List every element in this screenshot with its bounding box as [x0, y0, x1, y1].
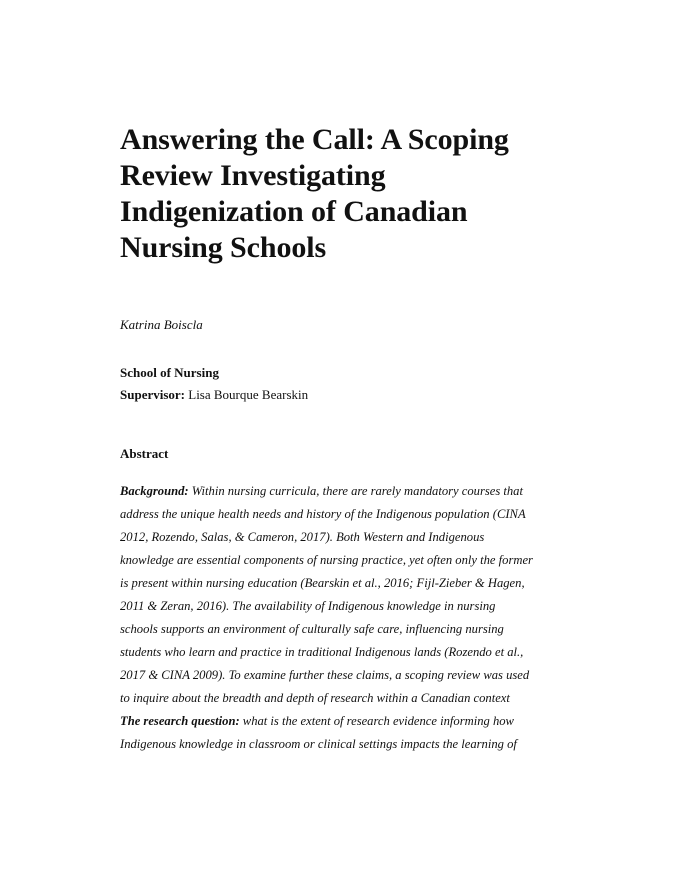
background-label: Background: — [120, 484, 189, 498]
abstract-line — [120, 480, 570, 503]
school-name: School of Nursing — [120, 365, 219, 380]
abstract-text: Within nursing curricula, there are rarely mandatory courses that — [188, 484, 523, 498]
title-line: Answering the Call: A Scoping — [120, 123, 509, 156]
affiliation-block — [120, 362, 308, 406]
supervisor-name: Lisa Bourque Bearskin — [185, 387, 309, 402]
abstract-line: students who learn and practice in traditional Indigenous lands (Rozendo et al., — [120, 645, 524, 659]
abstract-line — [120, 710, 570, 733]
abstract-heading: Abstract — [120, 446, 169, 461]
abstract-line: 2012, Rozendo, Salas, & Cameron, 2017). Both Western and Indigenous — [120, 530, 485, 544]
abstract-line: knowledge are essential components of nursing practice, yet often only the former — [120, 553, 533, 567]
title-line: Nursing Schools — [120, 231, 327, 264]
title-line: Indigenization of Canadian — [120, 195, 468, 228]
abstract-line: 2017 & CINA 2009). To examine further these claims, a scoping review was used — [120, 668, 530, 682]
abstract-line: to inquire about the breadth and depth of research within a Canadian context — [120, 691, 510, 705]
title-line: Review Investigating — [120, 159, 386, 192]
abstract-text: what is the extent of research evidence informing how — [239, 714, 514, 728]
supervisor-row — [120, 384, 308, 406]
author-name: Katrina Boiscla — [120, 317, 203, 332]
abstract-line: is present within nursing education (Bearskin et al., 2016; Fijl-Zieber & Hagen, — [120, 576, 525, 590]
abstract-line: schools supports an environment of culturally safe care, influencing nursing — [120, 622, 504, 636]
abstract-line: Indigenous knowledge in classroom or clinical settings impacts the learning of — [120, 737, 517, 751]
abstract-body — [120, 480, 570, 756]
paper-title — [120, 122, 560, 266]
research-question-label: The research question: — [120, 714, 240, 728]
abstract-line: 2011 & Zeran, 2016). The availability of Indigenous knowledge in nursing — [120, 599, 496, 613]
abstract-line: address the unique health needs and history of the Indigenous population (CINA — [120, 507, 526, 521]
supervisor-label: Supervisor: — [120, 387, 185, 402]
